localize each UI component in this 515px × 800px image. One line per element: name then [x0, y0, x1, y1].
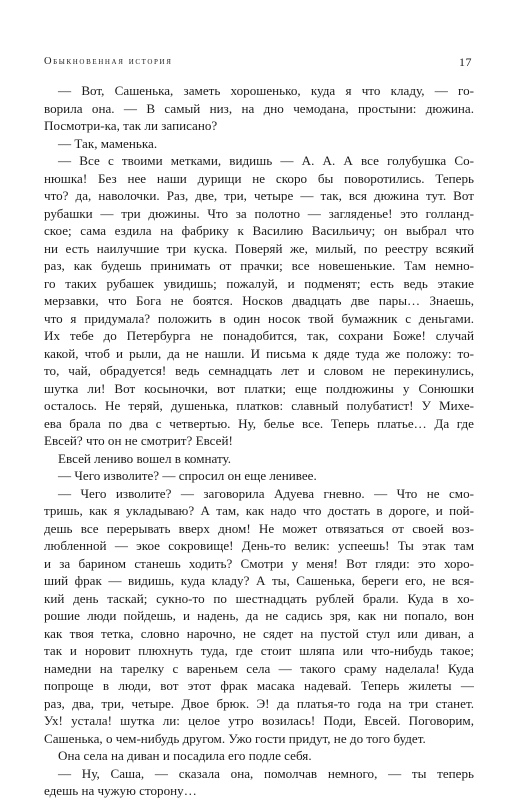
text-line: — Вот, Сашенька, заметь хорошенько, куда я что кладу, — го-: [58, 83, 474, 98]
text-line: какой, чтоб и рыли, да не нашли. И письма к дяде туда же положу: то-: [44, 345, 474, 361]
text-line: попроще в люди, вот этот фрак масака надевай. Теперь жилеты —: [44, 678, 474, 693]
text-line: раз, как будешь принимать от прачки; все новешенькие. Там немно-: [44, 258, 474, 273]
text-line: что? да, наволочки. Раз, две, три, четыре — так, вся дюжина тут. Вот: [44, 188, 474, 203]
body-text: [44, 82, 474, 800]
text-line: тришь, как я укладываю? А там, как надо что достать в дороге, и пой-: [44, 503, 474, 518]
running-title: Обыкновенная история: [44, 56, 173, 67]
text-line: как твоя тетка, словно нарочно, не сядет на пустой стул или диван, а: [44, 625, 474, 641]
text-line: дешь все перерывать вверх дном! Не может отвязаться от своей воз-: [44, 520, 474, 536]
text-line: ское; сама ездила на фабрику к Василию Васильичу; он выбрал что: [44, 223, 474, 238]
text-line: Посмотри-ка, так ли записано?: [44, 118, 218, 133]
text-line: — Чего изволите? — спросил он еще ленивее.: [58, 468, 317, 483]
text-line: Их тебе до Петербурга не понадобится, так, сохрани Боже! случай: [44, 328, 474, 343]
text-line: нюшка! Без нее наши дурищи не скоро бы поворотились. Теперь: [44, 170, 474, 186]
text-line: рошие люди пойдешь, и надень, да не садись зря, как ни попало, вон: [44, 608, 474, 623]
text-line: так и норовит плюхнуть туда, где стоит шляпа или что-нибудь такое;: [44, 643, 474, 658]
text-line: Сашенька, о чем-нибудь другом. Ужо гости придут, не до того будет.: [44, 730, 426, 746]
text-line: ни есть наилучшие три куска. Поверяй же, милый, по реестру всякий: [44, 240, 474, 256]
text-line: — Ну, Саша, — сказала она, помолчав немного, — ты теперь: [58, 765, 474, 781]
text-line: Она села на диван и посадила его подле себя.: [58, 748, 312, 763]
text-line: едешь на чужую сторону…: [44, 783, 197, 798]
text-line: что я придумала? положить в один носок твой бумажник с деньгами.: [44, 310, 474, 326]
text-line: то, чай, обрадуется! ведь семнадцать лет и словом не перекинулись,: [44, 363, 474, 378]
text-line: ворила она. — В самый низ, на дно чемодана, простыни: дюжина.: [44, 100, 474, 116]
text-line: Евсей лениво вошел в комнату.: [58, 450, 232, 466]
text-line: любленной — экое сокровище! День-то велик: успеешь! Ты этак там: [44, 538, 474, 553]
text-line: го таких рубашек увидишь; пожалуй, и подменят; есть ведь этакие: [44, 275, 474, 291]
text-line: Ух! устала! шутка ли: целое утро возилась! Поди, Евсей. Поговорим,: [44, 713, 474, 728]
text-line: — Чего изволите? — заговорила Адуева гневно. — Что не смо-: [58, 485, 474, 501]
text-line: намедни на тарелку с вареньем села — такого сраму наделала! Куда: [44, 660, 474, 676]
text-line: раз, два, три, четыре. Двое брюк. Э! да платья-то года на три станет.: [44, 695, 474, 711]
text-line: рубашки — три дюжины. Что за полотно — загляденье! это голланд-: [44, 205, 474, 221]
text-line: ший фрак — видишь, куда кладу? А ты, Сашенька, береги его, не вся-: [44, 573, 474, 588]
text-line: — Все с твоими метками, видишь — А. А. А все голубушка Со-: [58, 153, 474, 168]
text-line: и за барином станешь ходить? Смотри у меня! Вот гляди: это хоро-: [44, 555, 474, 571]
page-number: 17: [459, 55, 472, 69]
text-line: кий день таскай; сукно-то по шестнадцать рублей брали. Куда в хо-: [44, 590, 474, 606]
text-line: шутка ли! Вот косыночки, вот платки; еще полдюжины у Сонюшки: [44, 380, 474, 396]
running-header: [44, 56, 474, 72]
text-line: — Так, маменька.: [58, 135, 158, 151]
text-line: ева брала по два с четвертью. Ну, белье все. Теперь платье… Да где: [44, 415, 474, 431]
text-line: мерзавки, что Бога не боятся. Носков двадцать две пары… Знаешь,: [44, 293, 474, 308]
text-line: осталось. Не теряй, душенька, платков: славный полубатист! У Михе-: [44, 398, 474, 413]
text-line: Евсей? что он не смотрит? Евсей!: [44, 433, 233, 448]
